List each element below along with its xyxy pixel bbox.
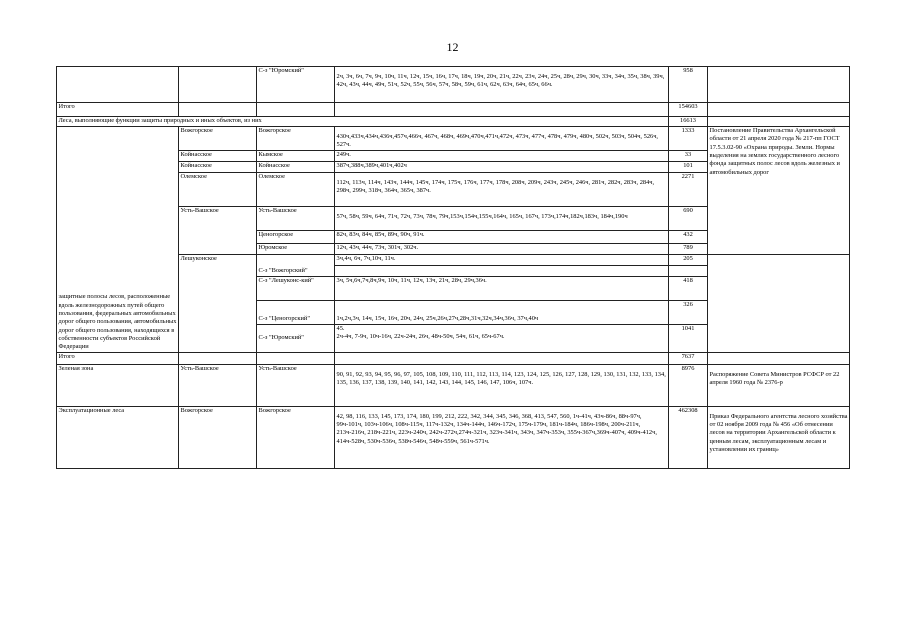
legal-basis-cell: Распоряжение Совета Министров РСФСР от 22 апреля 1960 года № 2376-р [708, 364, 850, 406]
quarters-line: 45. [336, 324, 345, 332]
area-cell: 326 [669, 300, 708, 324]
total-label: Итого [57, 352, 179, 364]
area-cell: 33 [669, 150, 708, 161]
forestry-cell: Койнасское [179, 161, 257, 172]
section-row [57, 117, 850, 127]
table-row [57, 364, 850, 406]
table-row [57, 67, 850, 103]
page-number: 12 [446, 40, 459, 54]
district-cell: С-з "Юромский" [257, 67, 335, 103]
forest-categories-table [56, 66, 850, 469]
area-cell: 8976 [669, 364, 708, 406]
category-cell: защитные полосы лесов, расположенные вдоль железнодорожных путей общего пользования, федеральных автомобильных дорог общего пользования, автомобильных дорог общего пользования, находящихся в собственности субъектов Российской Федерации [57, 127, 179, 353]
district-cell: С-з "Вожгорский" [257, 254, 335, 276]
section-area: 16613 [669, 117, 708, 127]
quarters-cell: 249ч. [335, 150, 669, 161]
district-cell: Ценогорское [257, 230, 335, 243]
quarters-cell: 90, 91, 92, 93, 94, 95, 96, 97, 105, 108, 109, 110, 111, 112, 113, 114, 123, 124, 125, 126, 127, 128, 129, 130, 131, 132, 133, 134, 135, 136, 137, 138, 139, 140, 141, 142, 143, 144, 145, 146, 147, 106ч, 107ч. [335, 364, 669, 406]
quarters-cell: 12ч, 43ч, 44ч, 73ч, 301ч, 302ч. [335, 243, 669, 254]
district-cell: Вожгорское [257, 127, 335, 151]
forestry-cell: Лешуконское [179, 254, 257, 352]
area-cell: 690 [669, 206, 708, 230]
area-cell: 1041 [669, 324, 708, 352]
district-cell: С-з "Ценогорский" [257, 300, 335, 324]
area-cell: 1333 [669, 127, 708, 151]
quarters-cell [335, 324, 669, 352]
section-label: Леса, выполняющие функции защиты природных и иных объектов, из них [57, 117, 669, 127]
total-row [57, 103, 850, 117]
legal-basis-cell: Приказ Федерального агентства лесного хозяйства от 02 ноября 2009 года № 456 «Об отнесении лесов на территории Архангельской области к ценным лесам, эксплуатационным лесам и установлении их границ» [708, 406, 850, 468]
district-cell: Усть-Вашское [257, 206, 335, 230]
quarters-line: 2ч-4ч, 7-9ч, 10ч-16ч, 22ч-24ч, 26ч, 48ч-50ч, 54ч, 61ч, 65ч-67ч. [336, 332, 505, 340]
quarters-cell: 387ч,388ч,389ч,401ч,402ч [335, 161, 669, 172]
area-cell: 2271 [669, 172, 708, 206]
quarters-cell: 2ч, 3ч, 6ч, 7ч, 9ч, 10ч, 11ч, 12ч, 15ч, 16ч, 17ч, 18ч, 19ч, 20ч, 21ч, 22ч, 23ч, 24ч, 25ч, 28ч, 29ч, 30ч, 33ч, 34ч, 35ч, 38ч, 39ч, 42ч, 43ч, 44ч, 49ч, 51ч, 52ч, 55ч, 56ч, 57ч, 58ч, 59ч, 61ч, 62ч, 63ч, 64ч, 65ч, 66ч. [335, 67, 669, 103]
area-cell: 432 [669, 230, 708, 243]
forestry-cell: Вожгорское [179, 406, 257, 468]
category-cell: Зеленая зона [57, 364, 179, 406]
table-row [57, 127, 850, 151]
category-cell: Эксплуатационные леса [57, 406, 179, 468]
district-cell: Усть-Вашское [257, 364, 335, 406]
total-label: Итого [57, 103, 179, 117]
total-row [57, 352, 850, 364]
forestry-cell: Олемское [179, 172, 257, 206]
quarters-cell: 1ч,2ч,3ч, 14ч, 15ч, 16ч, 20ч, 24ч, 25ч,26ч,27ч,28ч,31ч,32ч,34ч,36ч, 37ч,40ч [335, 300, 669, 324]
quarters-cell: 112ч, 113ч, 114ч, 143ч, 144ч, 145ч, 174ч, 175ч, 176ч, 177ч, 178ч, 208ч, 209ч, 243ч, 245ч, 246ч, 281ч, 282ч, 283ч, 284ч, 298ч, 299ч, 318ч, 364ч, 365ч, 387ч. [335, 172, 669, 206]
district-cell: С-з "Юромский" [257, 324, 335, 352]
area-cell: 958 [669, 67, 708, 103]
district-cell: Кымское [257, 150, 335, 161]
area-cell: 462308 [669, 406, 708, 468]
total-area: 7637 [669, 352, 708, 364]
quarters-cell: 42, 98, 116, 133, 145, 173, 174, 180, 199, 212, 222, 342, 344, 345, 346, 368, 413, 547, 560, 1ч-41ч, 43ч-86ч, 88ч-97ч, 99ч-101ч, 103ч-106ч, 108ч-115ч, 117ч-132ч, 134ч-144ч, 146ч-172ч, 175ч-179ч, 181ч-184ч, 186ч-198ч, 200ч-211ч, 213ч-216ч, 218ч-221ч, 223ч-240ч, 242ч-272ч,274ч-321ч, 323ч-341ч, 343ч, 347ч-353ч, 355ч-367ч,369ч-407ч, 409ч-412ч, 414ч-528ч, 530ч-536ч, 538ч-546ч, 548ч-559ч, 561ч-571ч. [335, 406, 669, 468]
forestry-cell: Усть-Вашское [179, 206, 257, 254]
table-row [57, 406, 850, 468]
district-cell: Юромское [257, 243, 335, 254]
forestry-cell: Вожгорское [179, 127, 257, 151]
area-cell: 789 [669, 243, 708, 254]
quarters-cell: 3ч,4ч, 6ч, 7ч,10ч, 11ч. [335, 254, 669, 265]
quarters-cell: 430ч,433ч,434ч,436ч,457ч,466ч, 467ч, 468ч, 469ч,470ч,471ч,472ч, 473ч, 477ч, 478ч, 479ч, 480ч, 502ч, 503ч, 504ч, 526ч, 527ч. [335, 127, 669, 151]
forestry-cell: Усть-Вашское [179, 364, 257, 406]
district-cell: Вожгорское [257, 406, 335, 468]
quarters-cell: 3ч, 5ч,6ч,7ч,8ч,9ч, 10ч, 11ч, 12ч, 13ч, 21ч, 28ч, 29ч,36ч. [335, 276, 669, 300]
total-area: 154603 [669, 103, 708, 117]
district-cell: Койнасское [257, 161, 335, 172]
district-cell: Олемское [257, 172, 335, 206]
district-cell: С-з "Лешуконс-кий" [257, 276, 335, 300]
forestry-cell: Койнасское [179, 150, 257, 161]
quarters-cell: 82ч, 83ч, 84ч, 85ч, 89ч, 90ч, 91ч. [335, 230, 669, 243]
area-cell: 418 [669, 276, 708, 300]
quarters-cell: 57ч, 58ч, 59ч, 64ч, 71ч, 72ч, 73ч, 78ч, 79ч,153ч,154ч,155ч,164ч, 165ч, 167ч, 173ч,174ч,182ч,183ч, 184ч,190ч [335, 206, 669, 230]
area-cell: 101 [669, 161, 708, 172]
legal-basis-cell: Постановление Правительства Архангельской области от 21 апреля 2020 года № 217-пп ГОСТ 17.5.3.02-90 «Охрана природы. Земли. Нормы выделения на землях государственного лесного фонда защитных полос лесов вдоль железных и автомобильных дорог [708, 127, 850, 255]
area-cell: 205 [669, 254, 708, 265]
